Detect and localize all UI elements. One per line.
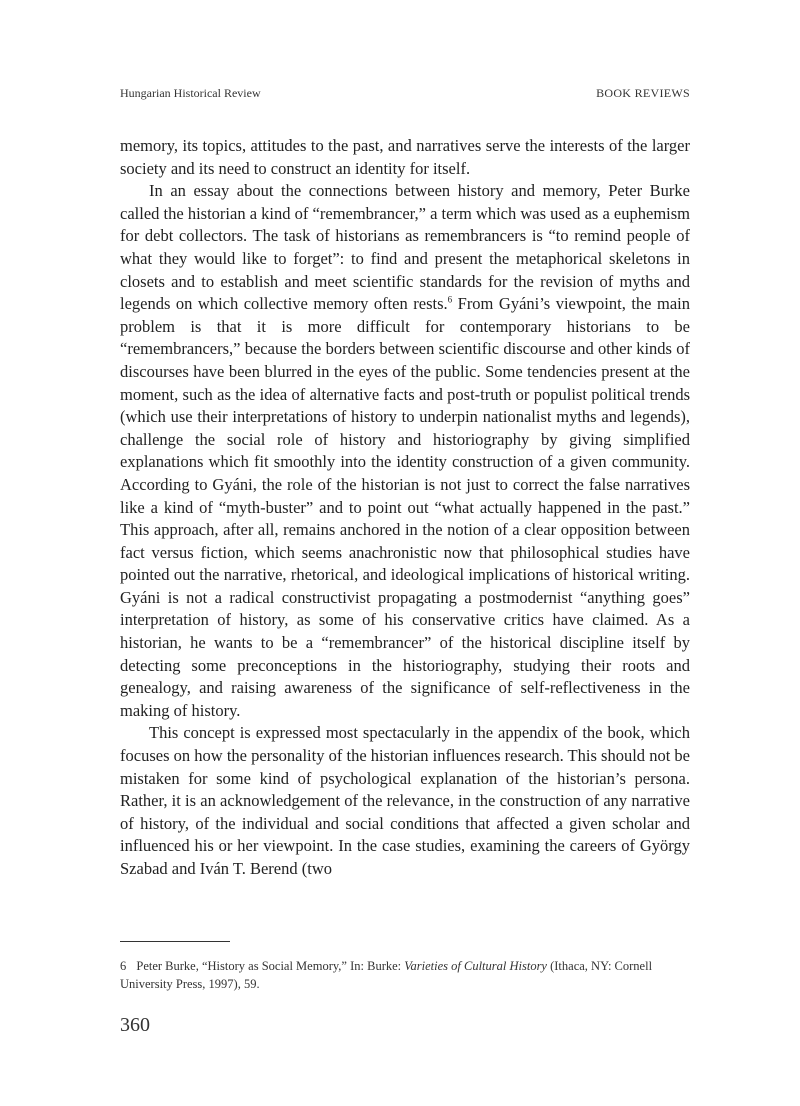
article-body bbox=[120, 135, 690, 881]
paragraph bbox=[120, 180, 690, 722]
footnote-book-title: Varieties of Cultural History bbox=[404, 959, 547, 973]
footnote-text: (Ithaca, NY: Cornell University Press, 1997), 59. bbox=[120, 959, 653, 991]
footnote-text: Peter Burke, “History as Social Memory,” In: Burke: bbox=[136, 959, 402, 973]
paragraph: This concept is expressed most spectacularly in the appendix of the book, which focuses on how the personality of the historian influences research. This should not be mistaken for some kind of psychological explanation of the historian’s persona. Rather, it is an acknowledgement of the relevance, in the construction of any narrative of history, of the individual and social conditions that affected a given scholar and influenced his or her viewpoint. In the case studies, examining the careers of György Szabad and Iván T. Berend (two bbox=[120, 723, 690, 878]
footnote bbox=[120, 957, 690, 993]
footnote-number: 6 bbox=[120, 959, 127, 973]
journal-title: Hungarian Historical Review bbox=[120, 86, 261, 100]
footnote-divider bbox=[120, 941, 230, 942]
paragraph-text: In an essay about the connections between history and memory, Peter Burke called the historian a kind of “remembrancer,” a term which was used as a euphemism for debt collectors. The task of historians as remembrancers is “to remind people of what they would like to forget”: to find and present the metaphorical skeletons in closets and to establish and meet scientific standards for the revision of myths and legends on which collective memory often rests. bbox=[120, 181, 690, 314]
section-title: BOOK REVIEWS bbox=[596, 86, 690, 100]
paragraph: memory, its topics, attitudes to the past, and narratives serve the interests of the larger society and its need to construct an identity for itself. bbox=[120, 136, 690, 178]
paragraph-text: From Gyáni’s viewpoint, the main problem is that it is more difficult for contemporary historians to be “remembrancers,” because the borders between scientific discourse and other kinds of discourses have been blurred in the eyes of the public. Some tendencies present at the moment, such as the idea of alternative facts and post-truth or populist political trends (which use their interpretations of history to underpin nationalist myths and legends), challenge the social role of history and historiography by giving simplified explanations which fit smoothly into the identity construction of a given community. According to Gyáni, the role of the historian is not just to correct the false narratives like a kind of “myth-buster” and to point out “what actually happened in the past.” This approach, after all, remains anchored in the notion of a clear opposition between fact versus fiction, which seems anachronistic now that philosophical studies have pointed out the narrative, rhetorical, and ideological implications of historical writing. Gyáni is not a radical constructivist propagating a postmodernist “anything goes” interpretation of history, as some of his conservative critics have claimed. As a historian, he wants to be a “remembrancer” of the historical discipline itself by detecting some preconceptions in the historiography, studying their roots and genealogy, and raising awareness of the significance of self-reflectiveness in the making of history. bbox=[120, 294, 690, 720]
page-number: 360 bbox=[120, 1014, 150, 1036]
footnote-reference: 6 bbox=[447, 294, 453, 305]
